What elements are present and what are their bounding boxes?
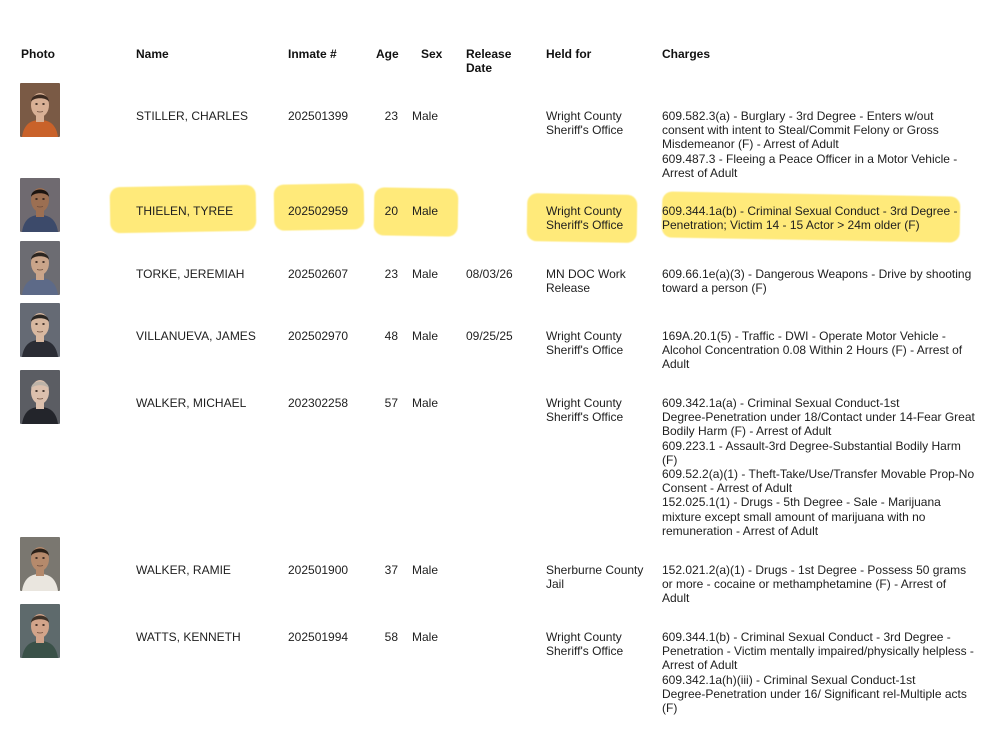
inmate-name: VILLANUEVA, JAMES <box>136 329 256 343</box>
charges-line: (F) <box>662 701 678 716</box>
mugshot-photo <box>20 241 60 295</box>
header-photo: Photo <box>21 47 55 61</box>
held-for-line: Wright County <box>546 329 622 343</box>
held-for-line: Jail <box>546 577 565 592</box>
charges-line: toward a person (F) <box>662 281 767 296</box>
header-held-for: Held for <box>546 47 592 61</box>
charges-line: Degree-Penetration under 16/ Significant rel-Multiple acts <box>662 686 967 701</box>
charges <box>662 267 971 295</box>
charges-line: consent with intent to Steal/Commit Felony or Gross <box>662 123 939 138</box>
inmate-age: 58 <box>384 630 398 644</box>
held-for <box>546 204 623 232</box>
header-release-date <box>466 47 511 75</box>
inmate-name: WATTS, KENNETH <box>136 630 241 644</box>
mugshot-photo <box>20 178 60 232</box>
charges-line: or more - cocaine or methamphetamine (F) - Arrest of <box>662 577 947 592</box>
inmate-number: 202502970 <box>288 329 349 343</box>
held-for-line: Sheriff's Office <box>546 218 624 233</box>
release-date: 09/25/25 <box>466 329 513 343</box>
inmate-number: 202502959 <box>288 204 349 218</box>
inmate-sex: Male <box>412 267 439 281</box>
inmate-sex: Male <box>412 396 439 410</box>
release-date: 08/03/26 <box>466 267 513 281</box>
charges-line: 609.582.3(a) - Burglary - 3rd Degree - Enters w/out <box>662 109 934 123</box>
held-for-line: Sheriff's Office <box>546 644 624 659</box>
charges-line: 609.344.1(b) - Criminal Sexual Conduct - 3rd Degree - <box>662 630 951 644</box>
held-for-line: Sherburne County <box>546 563 644 577</box>
charges-line: 152.021.2(a)(1) - Drugs - 1st Degree - Possess 50 grams <box>662 563 967 577</box>
held-for <box>546 109 623 137</box>
mugshot-image <box>20 303 60 357</box>
charges-line: 169A.20.1(5) - Traffic - DWI - Operate Motor Vehicle - <box>662 329 946 343</box>
inmate-age: 57 <box>384 396 398 410</box>
held-for-line: Wright County <box>546 109 622 123</box>
header-name: Name <box>136 47 169 61</box>
inmate-name: THIELEN, TYREE <box>136 204 234 218</box>
charges-line: Penetration; Victim 14 - 15 Actor > 24m older (F) <box>662 218 920 233</box>
charges <box>662 329 962 372</box>
charges-line: 609.223.1 - Assault-3rd Degree-Substantial Bodily Harm <box>662 438 961 453</box>
mugshot-photo <box>20 83 60 137</box>
charges <box>662 630 974 715</box>
charges <box>662 563 966 606</box>
mugshot-image <box>20 241 60 295</box>
mugshot-image <box>20 178 60 232</box>
held-for <box>546 329 623 357</box>
mugshot-photo <box>20 303 60 357</box>
charges-line: mixture except small amount of marijuana with no <box>662 509 926 524</box>
inmate-sex: Male <box>412 630 439 644</box>
inmate-sex: Male <box>412 109 439 123</box>
charges-line: Arrest of Adult <box>662 165 738 180</box>
inmate-number: 202501900 <box>288 563 349 577</box>
held-for-line: Sheriff's Office <box>546 123 624 138</box>
held-for <box>546 267 626 295</box>
mugshot-photo <box>20 370 60 424</box>
charges-line: 609.342.1a(a) - Criminal Sexual Conduct-1st <box>662 396 900 410</box>
held-for <box>546 563 643 591</box>
charges-line: Consent - Arrest of Adult <box>662 481 793 496</box>
inmate-age: 37 <box>384 563 398 577</box>
charges <box>662 204 957 232</box>
inmate-age: 48 <box>384 329 398 343</box>
charges-line: Arrest of Adult <box>662 658 738 673</box>
held-for-line: Wright County <box>546 630 622 644</box>
charges-line: Alcohol Concentration 0.08 Within 2 Hours (F) - Arrest of <box>662 343 963 358</box>
held-for-line: Sheriff's Office <box>546 343 624 358</box>
held-for-line: Wright County <box>546 204 622 218</box>
header-sex: Sex <box>421 47 443 61</box>
charges-line: 609.487.3 - Fleeing a Peace Officer in a Motor Vehicle - <box>662 151 958 166</box>
inmate-age: 23 <box>384 109 398 123</box>
inmate-age: 23 <box>384 267 398 281</box>
header-release-line2: Date <box>466 61 493 75</box>
charges-line: Adult <box>662 357 690 372</box>
inmate-name: WALKER, RAMIE <box>136 563 231 577</box>
inmate-number: 202501994 <box>288 630 349 644</box>
charges-line: 152.025.1(1) - Drugs - 5th Degree - Sale - Marijuana <box>662 495 941 510</box>
held-for-line: Release <box>546 281 591 296</box>
charges-line: 609.342.1a(h)(iii) - Criminal Sexual Conduct-1st <box>662 672 916 687</box>
held-for <box>546 630 623 658</box>
mugshot-image <box>20 83 60 137</box>
inmate-number: 202501399 <box>288 109 349 123</box>
charges-line: Bodily Harm (F) - Arrest of Adult <box>662 424 832 439</box>
charges <box>662 109 957 180</box>
held-for-line: MN DOC Work <box>546 267 626 281</box>
inmate-age: 20 <box>384 204 398 218</box>
charges-line: Misdemeanor (F) - Arrest of Adult <box>662 137 839 152</box>
charges-line: remuneration - Arrest of Adult <box>662 523 819 538</box>
inmate-sex: Male <box>412 204 439 218</box>
inmate-name: TORKE, JEREMIAH <box>136 267 245 281</box>
mugshot-photo <box>20 604 60 658</box>
inmate-name: WALKER, MICHAEL <box>136 396 247 410</box>
mugshot-image <box>20 370 60 424</box>
inmate-number: 202302258 <box>288 396 349 410</box>
inmate-number: 202502607 <box>288 267 349 281</box>
header-age: Age <box>376 47 399 61</box>
held-for-line: Sheriff's Office <box>546 410 624 425</box>
inmate-sex: Male <box>412 329 439 343</box>
charges-line: 609.52.2(a)(1) - Theft-Take/Use/Transfer Movable Prop-No <box>662 467 975 482</box>
charges-line: Degree-Penetration under 18/Contact under 14-Fear Great <box>662 410 975 425</box>
charges-line: 609.344.1a(b) - Criminal Sexual Conduct - 3rd Degree - <box>662 204 958 218</box>
inmate-name: STILLER, CHARLES <box>136 109 249 123</box>
charges-line: Penetration - Victim mentally impaired/physically helpless - <box>662 644 974 659</box>
mugshot-image <box>20 604 60 658</box>
mugshot-image <box>20 537 60 591</box>
inmate-sex: Male <box>412 563 439 577</box>
charges <box>662 396 975 538</box>
mugshot-photo <box>20 537 60 591</box>
charges-line: Adult <box>662 591 690 606</box>
header-inmate-number: Inmate # <box>288 47 337 61</box>
held-for-line: Wright County <box>546 396 622 410</box>
charges-line: (F) <box>662 452 678 467</box>
header-charges: Charges <box>662 47 711 61</box>
charges-line: 609.66.1e(a)(3) - Dangerous Weapons - Drive by shooting <box>662 267 972 281</box>
held-for <box>546 396 623 424</box>
header-release-line1: Release <box>466 47 512 61</box>
